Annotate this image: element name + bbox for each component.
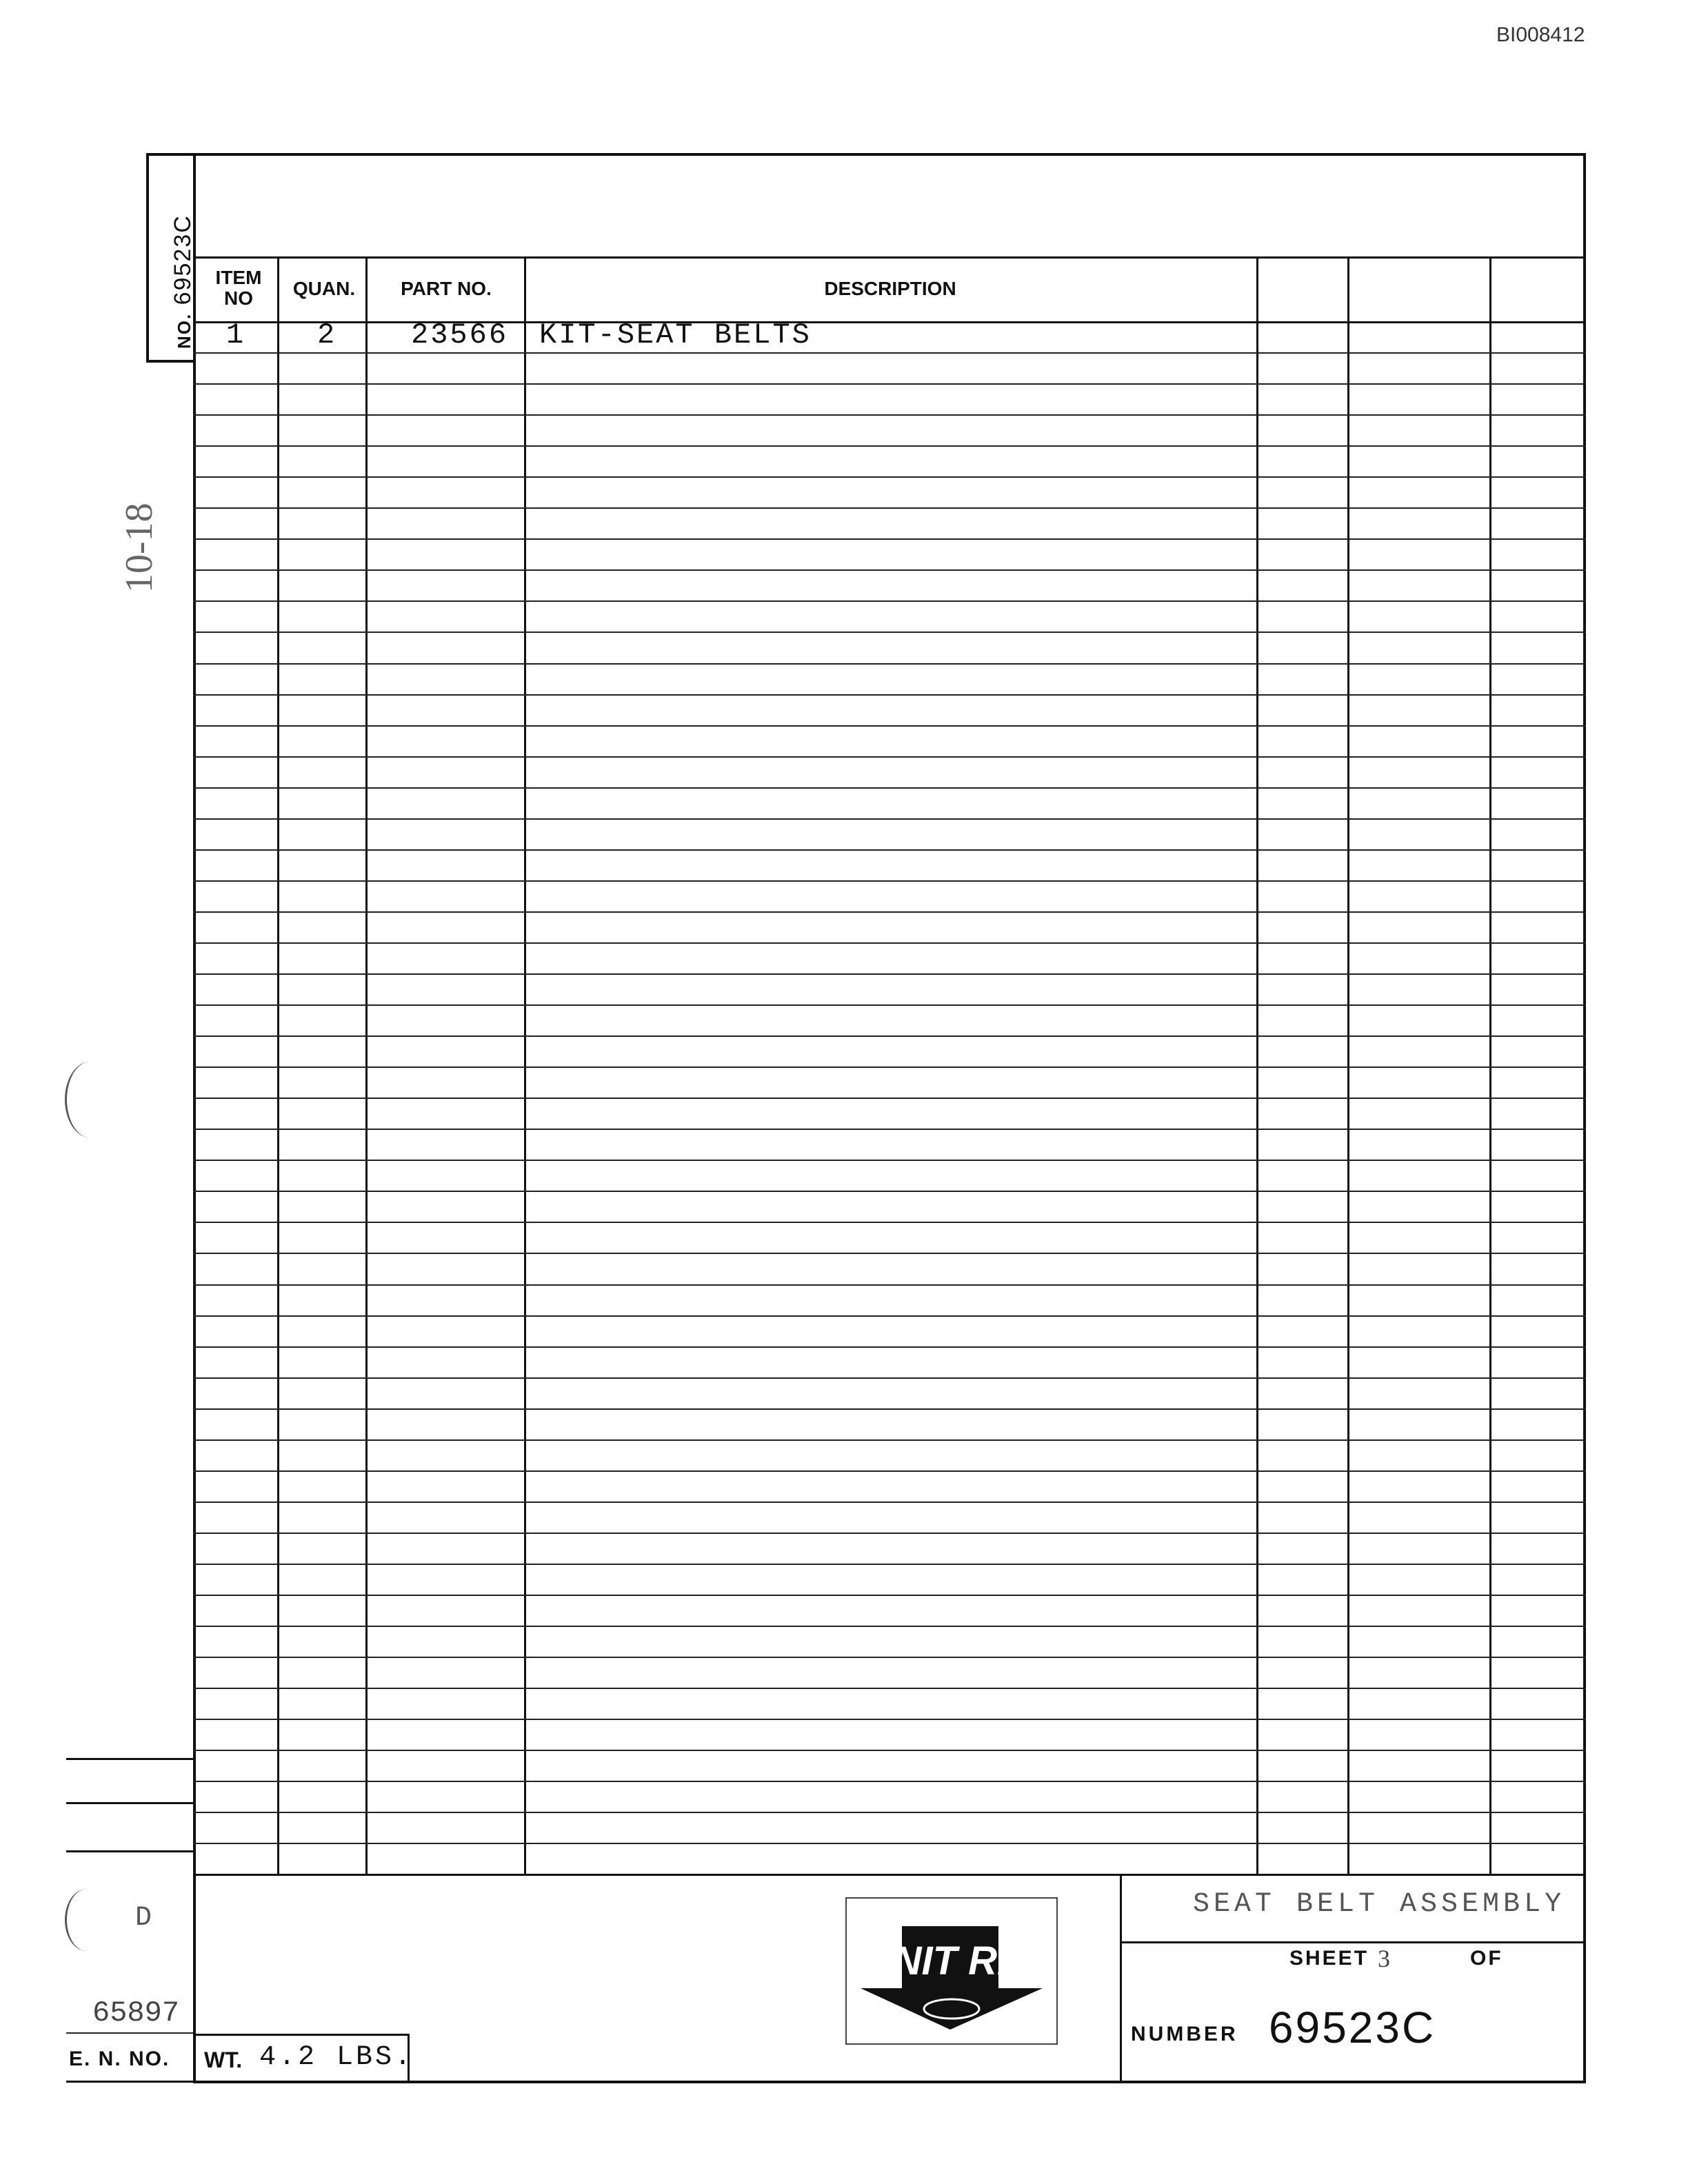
row-rule [193,1470,1586,1472]
punch-hole-mark [65,1062,115,1138]
row-rule [193,1004,1586,1006]
row-rule [193,1222,1586,1223]
row-rule [193,911,1586,913]
header-part-no: PART NO. [401,278,492,299]
row1-description: KIT-SEAT BELTS [539,318,812,352]
row-rule [193,1035,1586,1037]
row-rule [193,1098,1586,1099]
number-label: NUMBER [1131,2023,1238,2045]
row-rule [193,1253,1586,1254]
row-rule [193,414,1586,416]
row-rule [193,756,1586,758]
row1-quan: 2 [317,318,337,352]
row-rule [193,1564,1586,1565]
column-rule-extra-2 [1489,256,1491,1875]
row-rule [193,1408,1586,1410]
title-block-top-rule [193,1874,1586,1876]
header-bottom-rule [193,321,1586,323]
title-block-divider [1120,1874,1122,2081]
row-rule [193,1129,1586,1130]
row-rule [193,880,1586,882]
en-number-value: 65897 [92,1996,180,2030]
row-rule [193,600,1586,602]
row-rule [193,694,1586,696]
row-rule [193,1160,1586,1161]
column-rule-extra-1 [1347,256,1349,1875]
row-rule [193,1284,1586,1286]
row-rule [193,352,1586,354]
row-rule [193,569,1586,571]
side-number-value: 69523C [170,214,196,305]
weight-label: WT. [204,2048,243,2072]
column-rule-part [524,256,526,1875]
revision-letter: D [135,1903,152,1934]
row1-item: 1 [226,318,246,352]
row-rule [193,1346,1586,1348]
document-id: BI008412 [1496,23,1585,46]
row-rule [193,1657,1586,1658]
punch-hole-mark-lower [65,1889,108,1951]
row-rule [193,787,1586,789]
header-quan: QUAN. [292,278,356,299]
row-rule [193,507,1586,509]
rev-rule-4 [66,2032,193,2034]
row-rule [193,818,1586,820]
bottom-baseline [66,2081,411,2083]
logo-text: UNIT RIG [863,1939,1040,1983]
unit-rig-logo-graphic [847,1899,1056,2043]
row-rule [193,476,1586,478]
header-top-rule [193,256,1586,259]
sheet-label: SHEET [1289,1947,1369,1970]
row-rule [193,1315,1586,1317]
rev-rule-1 [66,1758,193,1760]
header-description: DESCRIPTION [824,278,956,299]
rev-rule-3 [66,1850,193,1852]
row-rule [193,1719,1586,1720]
row-rule [193,973,1586,975]
side-number-prefix: NO. [174,312,194,349]
parts-list-frame [193,153,1586,2083]
row-rule [193,1595,1586,1596]
column-rule-quan [365,256,368,1875]
sheet-value: 3 [1378,1945,1390,1972]
header-item-no: ITEM NO [215,267,262,309]
row-rule [193,1781,1586,1782]
row-rule [193,942,1586,944]
row-rule [193,1066,1586,1068]
margin-date-note: 10-18 [118,503,161,593]
unit-rig-logo [845,1897,1058,2045]
weight-value: 4.2 LBS. [259,2042,414,2073]
row-rule [193,663,1586,665]
row-rule [193,1191,1586,1192]
drawing-number: 69523C [1269,2003,1436,2052]
column-rule-item [277,256,279,1875]
row1-part: 23566 [411,318,509,352]
row-rule [193,538,1586,540]
column-rule-description [1256,256,1258,1875]
en-number-label: E. N. NO. [69,2048,170,2070]
row-rule [193,1750,1586,1751]
row-rule [193,1377,1586,1379]
row-rule [193,445,1586,447]
row-rule [193,1626,1586,1627]
row-rule [193,383,1586,385]
row-rule [193,1439,1586,1441]
row-rule [193,631,1586,633]
row-rule [193,1502,1586,1503]
row-rule [193,1843,1586,1844]
row-rule [193,725,1586,727]
row-rule [193,1533,1586,1534]
row-rule [193,1688,1586,1689]
title-rule [1120,1941,1586,1943]
drawing-title: SEAT BELT ASSEMBLY [1193,1889,1566,1920]
of-label: OF [1470,1947,1503,1970]
row-rule [193,1812,1586,1813]
rev-rule-2 [66,1802,193,1804]
row-rule [193,849,1586,851]
